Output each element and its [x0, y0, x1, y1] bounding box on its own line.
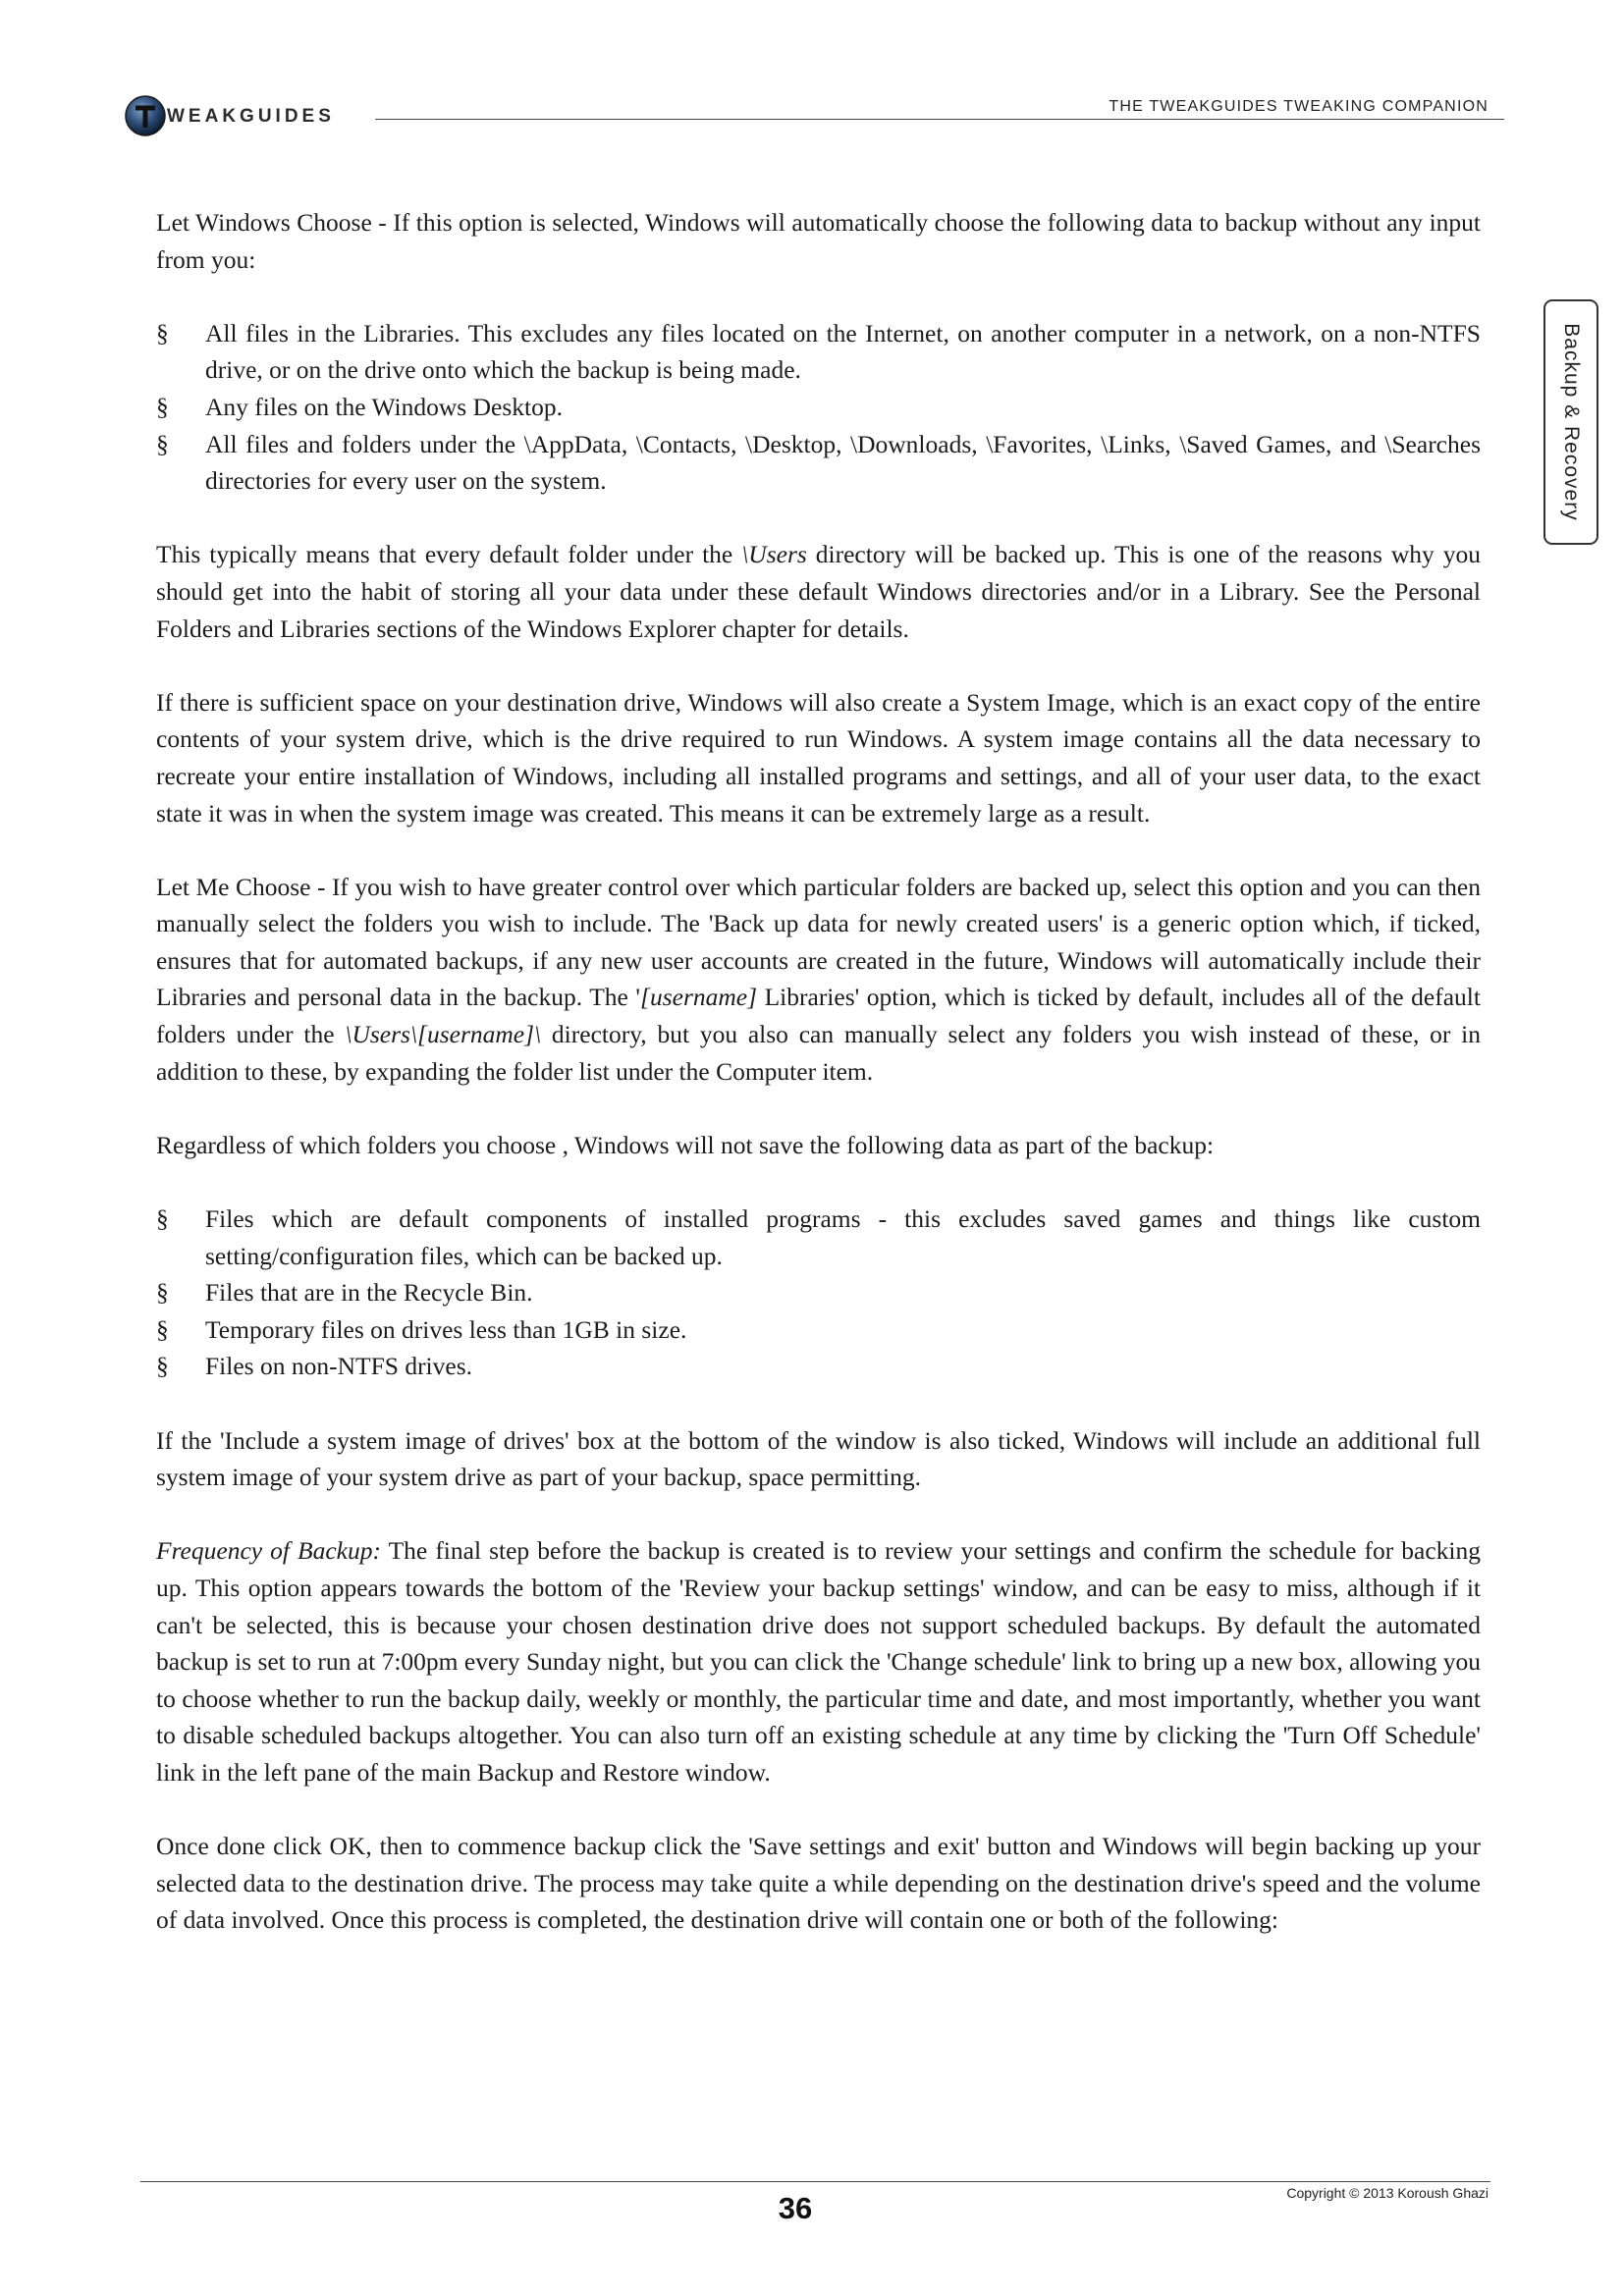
- bullet-list-included-data: [156, 315, 1481, 500]
- section-bullet: §: [156, 1352, 169, 1381]
- page-header: [0, 0, 1624, 147]
- list-item: § Any files on the Windows Desktop.: [156, 389, 1481, 426]
- paragraph-system-image: If there is sufficient space on your destination drive, Windows will also create a System Image, which is an exact copy of the entire contents of your system drive, which is the drive required to run Windows. A system image contains all the data necessary to recreate your entire installation of Windows, including all installed programs and settings, and all of your user data, to the exact state it was in when the system image was created. This means it can be extremely large as a result.: [156, 687, 1481, 828]
- paragraph-let-windows-choose: Let Windows Choose - If this option is selected, Windows will automatically choose the following data to backup without any input from you:: [156, 208, 1481, 274]
- list-item: § Files which are default components of installed programs - this excludes saved games and things like custom setting/configuration files, which can be backed up.: [156, 1201, 1481, 1274]
- paragraph-let-me-choose: Let Me Choose - If you wish to have greater control over which particular folders are backed up, select this option and you can then manually select the folders you wish to include. The 'Back up data for newly created users' is a generic option which, if ticked, ensures that for automated backups, if any new user accounts are created in the future, Windows will automatically include their Libraries and personal data in the backup. The '[username] Libraries' option, which is ticked by default, includes all of the default folders under the \Users\[username]\ directory, but you also can manually select any folders you wish instead of these, or in addition to these, by expanding the folder list under the Computer item.: [156, 872, 1481, 1086]
- logo-wordmark: WEAKGUIDES: [167, 106, 335, 127]
- section-bullet: §: [156, 1314, 169, 1344]
- paragraph-frequency-of-backup: Frequency of Backup: The final step before the backup is created is to review your settings and confirm the schedule for backing up. This option appears towards the bottom of the 'Review your backup settings' window, and can be easy to miss, although if it can't be selected, this is because your chosen destination drive does not support scheduled backups. By default the automated backup is set to run at 7:00pm every Sunday night, but you can click the 'Change schedule' link to bring up a new box, allowing you to choose whether to run the backup daily, weekly or monthly, the particular time and date, and most importantly, whether you want to disable scheduled backups altogether. You can also turn off an existing schedule at any time by clicking the 'Turn Off Schedule' link in the left pane of the main Backup and Restore window.: [156, 1536, 1481, 1787]
- footer-divider: [140, 2181, 1490, 2182]
- frequency-of-backup-heading: Frequency of Backup:: [156, 1536, 381, 1566]
- chapter-side-tab-label: Backup & Recovery: [1560, 323, 1583, 521]
- list-item: § All files in the Libraries. This excludes any files located on the Internet, on another computer in a network, on a non-NTFS drive, or on the drive onto which the backup is being made.: [156, 315, 1481, 389]
- paragraph-excluded-intro: Regardless of which folders you choose , Windows will not save the following data as part of the backup:: [156, 1130, 1215, 1159]
- list-item: § Files that are in the Recycle Bin.: [156, 1274, 1481, 1311]
- section-bullet: §: [156, 318, 169, 347]
- page-number: 36: [778, 2191, 813, 2225]
- username-token: [username]: [640, 983, 758, 1012]
- section-bullet: §: [156, 429, 169, 458]
- section-bullet: §: [156, 1278, 169, 1308]
- list-item: § Temporary files on drives less than 1GB in size.: [156, 1311, 1481, 1349]
- paragraph-default-folders: This typically means that every default folder under the \Users directory will be backed up. This is one of the reasons why you should get into the habit of storing all your data under these default Windows directories and/or in a Library. See the Personal Folders and Libraries sections of the Windows Explorer chapter for details.: [156, 540, 1482, 643]
- paragraph-include-system-image: If the 'Include a system image of drives' box at the bottom of the window is also ticked, Windows will include an additional full system image of your system drive as part of your backup, space permitting.: [156, 1425, 1481, 1492]
- users-path: \Users: [741, 540, 807, 569]
- running-header-title: THE TWEAKGUIDES TWEAKING COMPANION: [1109, 98, 1489, 115]
- copyright-notice: Copyright © 2013 Koroush Ghazi: [1286, 2185, 1489, 2201]
- logo-globe-icon: [124, 94, 167, 137]
- header-divider: [375, 119, 1504, 120]
- list-item: § Files on non-NTFS drives.: [156, 1348, 1481, 1385]
- page-body: [156, 204, 1481, 1976]
- bullet-list-excluded-data: [156, 1201, 1481, 1385]
- users-username-path: \Users\[username]\: [345, 1020, 542, 1049]
- section-bullet: §: [156, 1204, 169, 1234]
- paragraph-commence-backup: Once done click OK, then to commence backup click the 'Save settings and exit' button and Windows will begin backing up your selected data to the destination drive. The process may take quite a while depending on the destination drive's speed and the volume of data involved. Once this process is completed, the destination drive will contain one or both of the following:: [156, 1832, 1481, 1935]
- chapter-side-tab: [1543, 299, 1598, 545]
- list-item: § All files and folders under the \AppData, \Contacts, \Desktop, \Downloads, \Favorites, \Links, \Saved Games, and \Searches directories for every user on the system.: [156, 426, 1481, 500]
- tweakguides-logo: [124, 94, 359, 143]
- section-bullet: §: [156, 392, 169, 421]
